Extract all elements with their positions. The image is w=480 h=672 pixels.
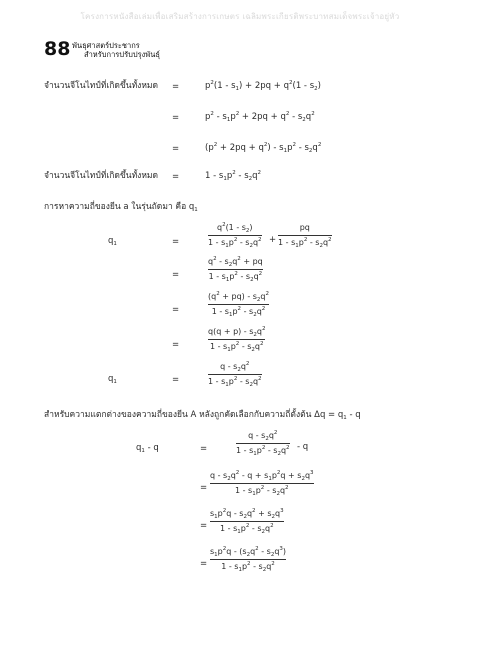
page-number: 88 (44, 38, 71, 60)
equals-sign: = (172, 172, 180, 182)
fraction: $s_1p^2q - (s_2q^2 - s_2q^3)$ $1 - s_1p^2 - s_2q^2$ (210, 546, 287, 573)
total-zygotes-label: จำนวนจีโนไทป์ที่เกิดขึ้นทั้งหมด (44, 171, 159, 181)
equals-sign: = (172, 144, 180, 154)
book-title-line2: สำหรับการปรับปรุงพันธุ์ (84, 50, 160, 59)
fraction: $s_1p^2q - s_2q^2 + s_2q^3$ $1 - s_1p^2 - s_2q^2$ (210, 508, 284, 535)
equals-sign: = (172, 82, 180, 92)
total-zygotes-label: จำนวนจีโนไทป์ที่เกิดขึ้นทั้งหมด (44, 81, 159, 91)
equation-line-1: $p^2(1 - s_1) + 2pq + q^2(1 - s_2)$ (205, 80, 321, 92)
equals-sign: = (172, 340, 180, 350)
equals-sign: = (172, 113, 180, 123)
equation-line-3: $(p^2 + 2pq + q^2) - s_1p^2 - s_2q^2$ (205, 142, 322, 154)
equals-sign: = (200, 559, 208, 569)
q1-symbol: $q_1$ (108, 236, 117, 247)
fraction: pq $1 - s_1p^2 - s_2q^2$ (278, 223, 332, 249)
difference-intro: สำหรับความแตกต่างของความถี่ของยีน A หลังถูกคัดเลือกกับความถี่ตั้งต้น $\Delta q = q_1 - q$ (44, 410, 361, 421)
fraction: q - $s_2q^2$ $1 - s_1p^2 - s_2q^2$ (208, 361, 262, 388)
equals-sign: = (200, 444, 208, 454)
equals-sign: = (172, 237, 180, 247)
q1-symbol: $q_1$ (108, 374, 117, 385)
running-header: โครงการหนังสือเล่มเพื่อเสริมสร้างการเกษตร เฉลิมพระเกียรติพระบาทสมเด็จพระเจ้าอยู่หัว (80, 12, 400, 21)
equals-sign: = (200, 483, 208, 493)
equation-line-2: $p^2 - s_1p^2 + 2pq + q^2 - s_2q^2$ (205, 111, 315, 123)
equals-sign: = (172, 305, 180, 315)
equals-sign: = (172, 270, 180, 280)
book-title-line1: พันธุศาสตร์ประชากร (72, 41, 140, 50)
fraction: $q^2(1 - s_2)$ $1 - s_1p^2 - s_2q^2$ (208, 222, 262, 249)
fraction: $(q^2 + pq) - s_2q^2$ $1 - s_1p^2 - s_2q^2$ (208, 291, 269, 318)
fraction: $q^2 - s_2q^2$ + pq $1 - s_1p^2 - s_2q^2$ (208, 256, 263, 283)
equals-sign: = (172, 375, 180, 385)
q1-minus-q: $q_1$ - q (136, 443, 159, 454)
fraction: $q - s_2q^2 - q + s_1p^2q + s_2q^3$ $1 - s_1p^2 - s_2q^2$ (210, 470, 314, 497)
minus-q: - q (297, 442, 309, 452)
fraction: $q(q + p) - s_2q^2$ $1 - s_1p^2 - s_2q^2$ (208, 326, 266, 353)
frequency-intro: การหาความถี่ของยีน a ในรุ่นถัดมา คือ $q_1$ (44, 202, 198, 213)
fraction: q - $s_2q^2$ $1 - s_1p^2 - s_2q^2$ (236, 430, 290, 457)
plus-sign: + (269, 235, 277, 245)
equation-line-4: $1 - s_1p^2 - s_2q^2$ (205, 170, 262, 182)
equals-sign: = (200, 521, 208, 531)
